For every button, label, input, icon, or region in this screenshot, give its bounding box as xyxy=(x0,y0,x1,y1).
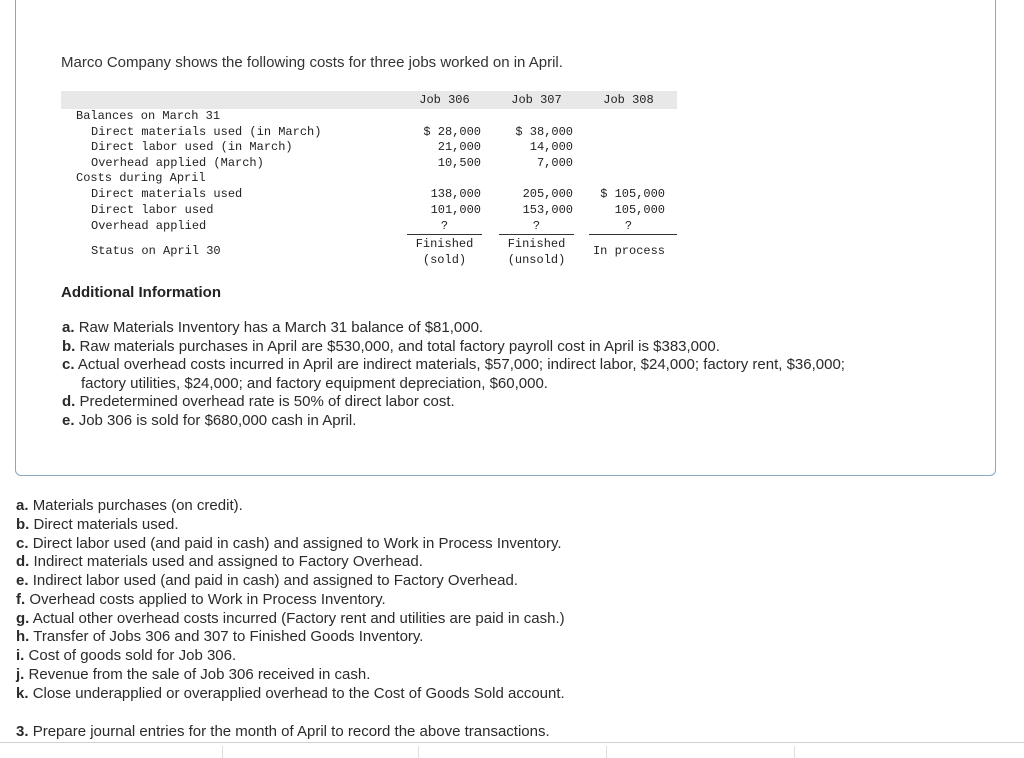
column-divider xyxy=(794,746,795,758)
cell-307-dl-april: 153,000 xyxy=(522,203,573,217)
cell-306-dl-march: 21,000 xyxy=(437,140,481,154)
list-item: e. Indirect labor used (and paid in cash) and assigned to Factory Overhead. xyxy=(16,572,518,589)
cell-306-status: Finished (sold) xyxy=(415,237,474,267)
row-label-dm-april: Direct materials used xyxy=(91,187,243,201)
row-label-dm-march: Direct materials used (in March) xyxy=(91,125,322,139)
cell-308-dm-april: $ 105,000 xyxy=(600,187,665,201)
list-item: a. Materials purchases (on credit). xyxy=(16,497,243,514)
list-item: j. Revenue from the sale of Job 306 received in cash. xyxy=(16,665,371,683)
intro-text: Marco Company shows the following costs for three jobs worked on in April. xyxy=(61,54,563,71)
cell-308-status: In process xyxy=(592,244,665,258)
list-item: a. Raw Materials Inventory has a March 31 balance of $81,000. xyxy=(62,319,484,336)
cell-306-dl-april: 101,000 xyxy=(430,203,481,217)
underline-308 xyxy=(589,234,677,235)
column-divider xyxy=(222,746,223,758)
underline-306 xyxy=(407,234,482,235)
cell-307-dm-march: $ 38,000 xyxy=(515,125,573,139)
list-item: c. Direct labor used (and paid in cash) and assigned to Work in Process Inventory. xyxy=(16,534,562,552)
additional-info-heading: Additional Information xyxy=(61,284,221,301)
cell-308-dl-april: 105,000 xyxy=(614,203,665,217)
cell-306-oh-march: 10,500 xyxy=(437,156,481,170)
table-header-bar xyxy=(61,91,677,109)
list-item: b. Raw materials purchases in April are $530,000, and total factory payroll cost in April is $383,000. xyxy=(62,337,720,355)
row-label-dl-march: Direct labor used (in March) xyxy=(91,140,293,154)
list-item: f. Overhead costs applied to Work in Process Inventory. xyxy=(16,590,386,608)
cell-308-oh-april: ? xyxy=(624,219,633,233)
cell-306-dm-march: $ 28,000 xyxy=(423,125,481,139)
cell-307-oh-march: 7,000 xyxy=(536,156,573,170)
row-label-costs-april: Costs during April xyxy=(76,171,206,185)
header-job-307: Job 307 xyxy=(511,93,562,107)
question-3: 3. Prepare journal entries for the month of April to record the above transactions. xyxy=(16,723,550,740)
job-cost-table xyxy=(61,91,677,271)
row-label-status: Status on April 30 xyxy=(91,244,221,258)
underline-307 xyxy=(499,234,574,235)
additional-info-list xyxy=(62,319,845,430)
transactions-list xyxy=(16,497,565,703)
table-top-border xyxy=(0,742,1024,743)
list-item: d. Indirect materials used and assigned to Factory Overhead. xyxy=(16,553,423,571)
cell-307-dm-april: 205,000 xyxy=(522,187,573,201)
header-job-308: Job 308 xyxy=(603,93,654,107)
row-label-dl-april: Direct labor used xyxy=(91,203,214,217)
list-item: e. Job 306 is sold for $680,000 cash in April. xyxy=(62,411,357,429)
cell-306-oh-april: ? xyxy=(440,219,449,233)
column-divider xyxy=(418,746,419,758)
list-item: b. Direct materials used. xyxy=(16,515,179,533)
row-label-oh-april: Overhead applied xyxy=(91,219,207,233)
list-item: c. Actual overhead costs incurred in April are indirect materials, $57,000; indirect labor, $24,000; factory rent, $36,000; xyxy=(62,356,845,373)
list-item: g. Actual other overhead costs incurred (Factory rent and utilities are paid in cash.) xyxy=(16,609,565,627)
list-item: i. Cost of goods sold for Job 306. xyxy=(16,647,237,664)
list-item: d. Predetermined overhead rate is 50% of direct labor cost. xyxy=(62,393,455,410)
list-item: k. Close underapplied or overapplied overhead to the Cost of Goods Sold account. xyxy=(16,684,565,702)
row-label-oh-march: Overhead applied (March) xyxy=(91,156,264,170)
header-job-306: Job 306 xyxy=(419,93,470,107)
list-item-continuation: factory utilities, $24,000; and factory equipment depreciation, $60,000. xyxy=(81,374,548,392)
list-item: h. Transfer of Jobs 306 and 307 to Finished Goods Inventory. xyxy=(16,628,424,646)
cell-307-dl-march: 14,000 xyxy=(529,140,573,154)
row-label-balances-march: Balances on March 31 xyxy=(76,109,221,123)
column-divider xyxy=(606,746,607,758)
cell-306-dm-april: 138,000 xyxy=(430,187,481,201)
cell-307-status: Finished (unsold) xyxy=(507,237,566,267)
cell-307-oh-april: ? xyxy=(532,219,541,233)
